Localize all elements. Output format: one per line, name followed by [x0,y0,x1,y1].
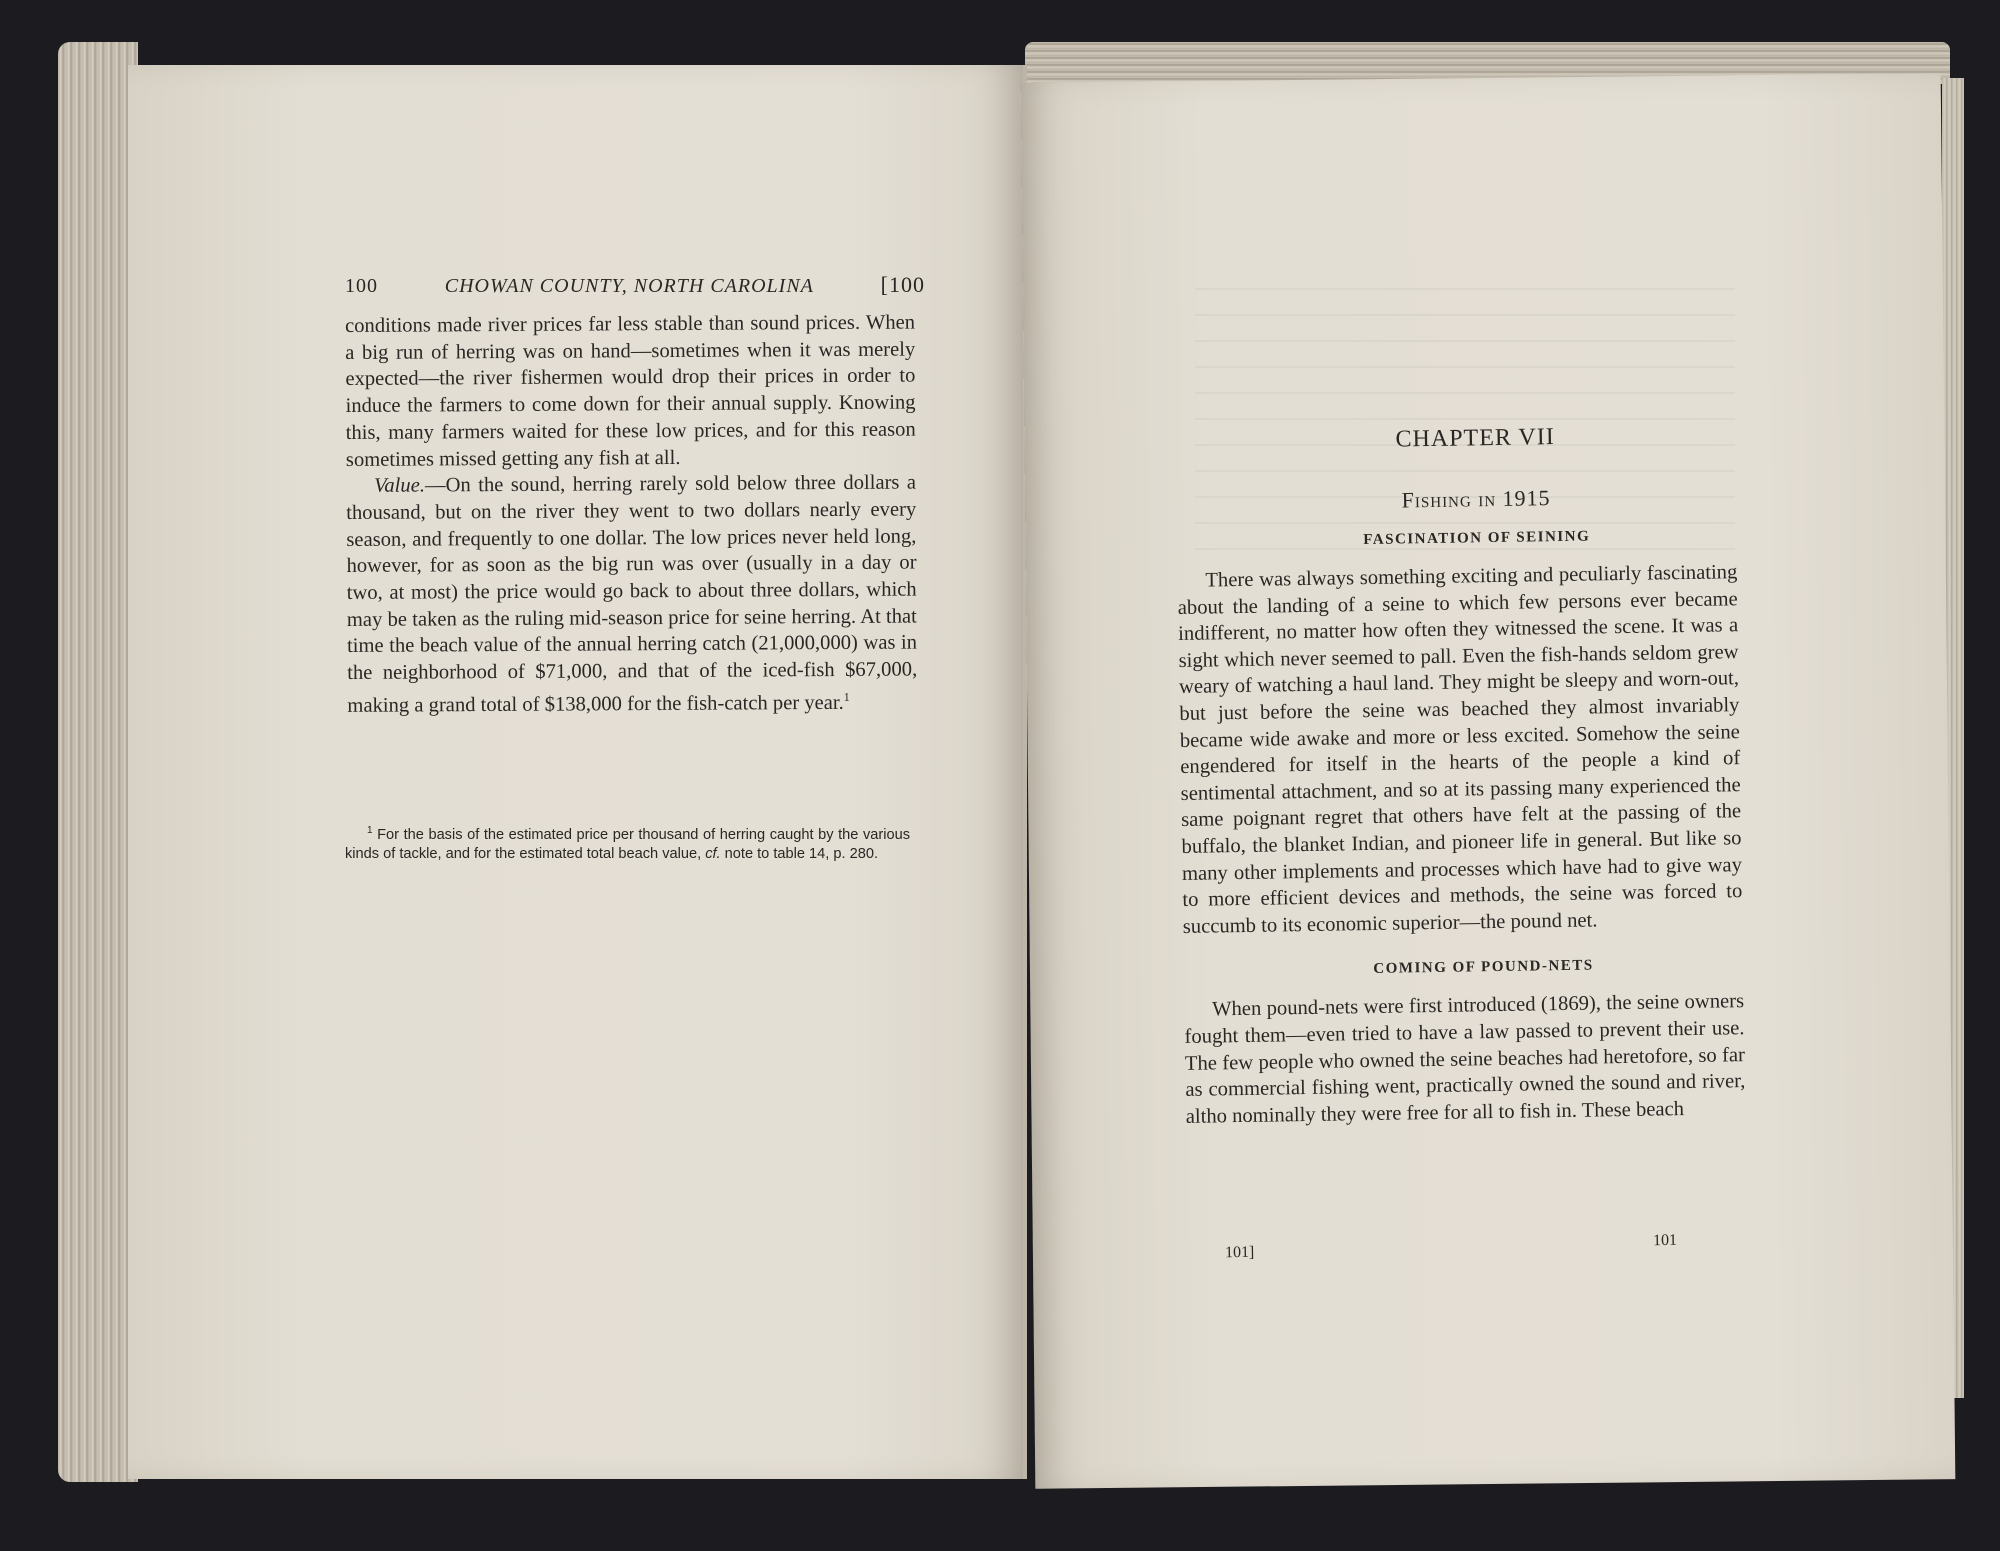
page-number: 101 [1652,1231,1678,1250]
running-head-title: CHOWAN COUNTY, NORTH CAROLINA [444,275,814,297]
right-page-content [1175,421,1746,1130]
left-paragraph-1: conditions made river prices far less stable than sound prices. When a big run of herring was on hand—sometimes when it was merely expected—the river fishermen would drop their prices in order to induce the farmers to come down for their annual supply. Knowing this, many farmers waited for these low prices, and for this reason sometimes missed getting any fish at all. [345,311,916,471]
chapter-title: CHAPTER VII [1395,424,1555,453]
section-head-pound-nets: COMING OF POUND-NETS [1373,957,1594,978]
sidehead-value: Value. [373,474,426,498]
footnote-marker: 1 [367,825,373,836]
section-head-fascination: FASCINATION OF SEINING [1363,528,1591,549]
right-paragraph-2: When pound-nets were first introduced (1869), the seine owners fought them—even tried to have a law passed to prevent their use. The few people who owned the seine beaches had heretofore, so far as commercial fishing went, practically owned the sound and river, altho nominally they were free for all to fish in. These beach [1184,990,1746,1128]
left-paragraph-2 [346,470,917,720]
footnote-text: For the basis of the estimated price per thousand of herring caught by the various kinds of tackle, and for the estimated total beach value, [345,826,910,863]
running-head-bracket-number: [100 [880,272,925,297]
running-head-page-number: 100 [345,275,378,297]
left-paragraph-2-text: —On the sound, herring rarely sold below three dollars a thousand, but on the river they went to two dollars nearly every season, and frequently to one dollar. The low prices never held long, however, for as soon as the big run was over (usually in a day or two, at most) the price would go back to about three dollars, which may be taken as the ruling mid-season price for seine herring. At that time the beach value of the annual herring catch (21,000,000) was in the neighborhood of $71,000, and that of the iced-fish $67,000, making a grand total of $138,000 for the fish-catch per year. [346,471,918,717]
footnote [345,821,910,865]
footnote-reference: 1 [843,689,850,704]
footnote-end: note to table 14, p. 280. [724,846,879,863]
running-head [345,272,925,298]
left-page-edges [58,42,138,1482]
bracket-page-number: 101] [1224,1243,1255,1262]
chapter-subtitle: Fishing in 1915 [1401,485,1551,513]
right-section-2 [1184,988,1746,1130]
right-paragraph-1: There was always something exciting and peculiarly fascinating about the landing of a seine to which few persons ever became indifferent, no matter how often they witnessed the scene. It was a sight which never seemed to pall. Even the fish-hands seldom grew weary of watching a haul land. They might be sleepy and worn-out, but just before the seine was beached they almost invariably became wide awake and more or less excited. Somehow the seine engendered for itself in the hearts of the people a kind of sentimental attachment, and so at its passing many experienced the same poignant regret that others have felt at the passing of the buffalo, the blanket Indian, and pioneer life in general. But like so many other implements and processes which have had to give way to more efficient devices and methods, the seine was forced to succumb to its economic superior—the pound net. [1177,561,1743,938]
footnote-cf: cf. [705,846,721,863]
left-page-body [345,310,917,720]
right-section-1 [1177,559,1743,940]
